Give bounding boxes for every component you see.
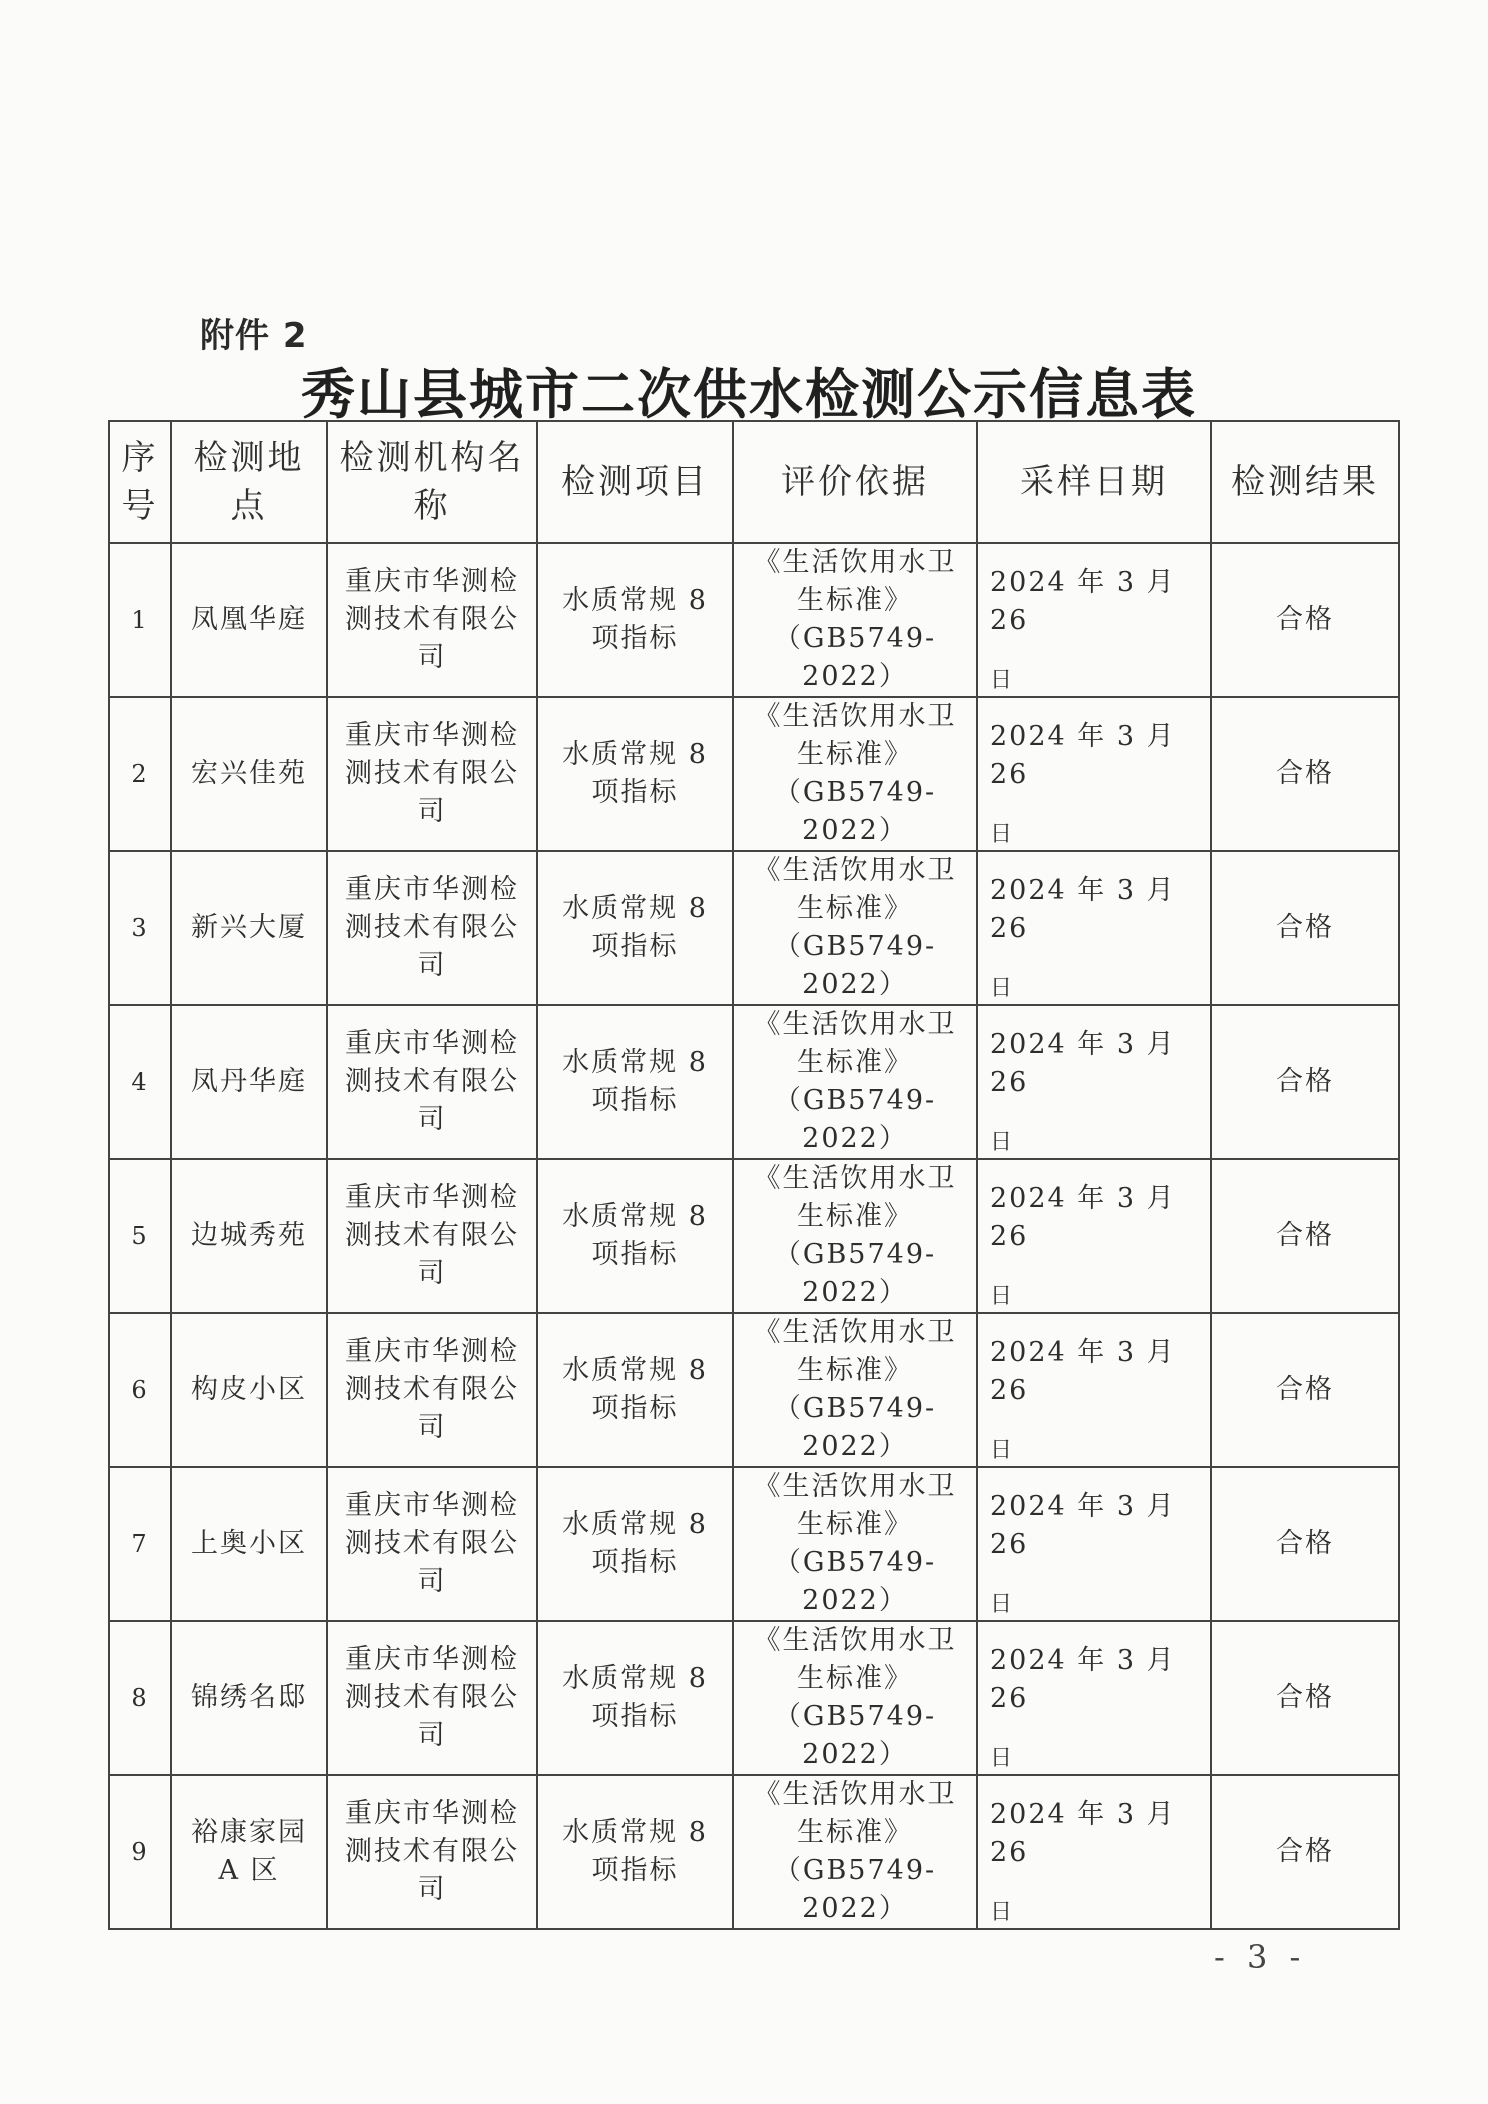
table-row [109, 1159, 1399, 1313]
inspection-result: 合格 [1211, 1467, 1399, 1621]
sampling-date [977, 1005, 1211, 1159]
attachment-label: 附件 2 [200, 316, 308, 356]
sampling-date-day: 日 [990, 1592, 1015, 1617]
inspection-agency: 重庆市华测检测技术有限公司 [327, 1159, 537, 1313]
inspection-agency: 重庆市华测检测技术有限公司 [327, 697, 537, 851]
table-row [109, 543, 1399, 697]
sampling-date-main: 2024 年 3 月 26 [990, 567, 1176, 636]
column-header-agency: 检测机构名称 [327, 421, 537, 543]
inspection-agency: 重庆市华测检测技术有限公司 [327, 851, 537, 1005]
sampling-date-day: 日 [990, 668, 1015, 693]
table-row [109, 1005, 1399, 1159]
inspection-agency: 重庆市华测检测技术有限公司 [327, 1775, 537, 1929]
row-number: 4 [109, 1005, 171, 1159]
sampling-date-main: 2024 年 3 月 26 [990, 1183, 1176, 1252]
inspection-result: 合格 [1211, 697, 1399, 851]
row-number: 3 [109, 851, 171, 1005]
evaluation-basis: 《生活饮用水卫生标准》（GB5749-2022） [733, 543, 977, 697]
sampling-date [977, 697, 1211, 851]
inspection-agency: 重庆市华测检测技术有限公司 [327, 1621, 537, 1775]
sampling-date [977, 1313, 1211, 1467]
inspection-result: 合格 [1211, 1005, 1399, 1159]
row-number: 7 [109, 1467, 171, 1621]
inspection-site: 构皮小区 [171, 1313, 327, 1467]
inspection-site: 新兴大厦 [171, 851, 327, 1005]
row-number: 1 [109, 543, 171, 697]
evaluation-basis: 《生活饮用水卫生标准》（GB5749-2022） [733, 851, 977, 1005]
table-body [109, 543, 1399, 1929]
evaluation-basis: 《生活饮用水卫生标准》（GB5749-2022） [733, 1313, 977, 1467]
sampling-date-main: 2024 年 3 月 26 [990, 875, 1176, 944]
column-header-no: 序号 [109, 421, 171, 543]
inspection-result: 合格 [1211, 1313, 1399, 1467]
sampling-date [977, 1159, 1211, 1313]
inspection-site: 边城秀苑 [171, 1159, 327, 1313]
sampling-date-day: 日 [990, 822, 1015, 847]
column-header-date: 采样日期 [977, 421, 1211, 543]
inspection-site: 裕康家园 A 区 [171, 1775, 327, 1929]
inspection-site: 凤凰华庭 [171, 543, 327, 697]
page-number: - 3 - [1214, 1938, 1307, 1976]
inspection-site: 上奥小区 [171, 1467, 327, 1621]
evaluation-basis: 《生活饮用水卫生标准》（GB5749-2022） [733, 1621, 977, 1775]
inspection-item: 水质常规 8 项指标 [537, 697, 733, 851]
table-row [109, 1621, 1399, 1775]
evaluation-basis: 《生活饮用水卫生标准》（GB5749-2022） [733, 1005, 977, 1159]
inspection-site: 凤丹华庭 [171, 1005, 327, 1159]
table-row [109, 697, 1399, 851]
sampling-date-day: 日 [990, 1438, 1015, 1463]
row-number: 8 [109, 1621, 171, 1775]
inspection-result: 合格 [1211, 851, 1399, 1005]
inspection-agency: 重庆市华测检测技术有限公司 [327, 1313, 537, 1467]
inspection-site: 宏兴佳苑 [171, 697, 327, 851]
sampling-date-main: 2024 年 3 月 26 [990, 1029, 1176, 1098]
inspection-site: 锦绣名邸 [171, 1621, 327, 1775]
inspection-item: 水质常规 8 项指标 [537, 1005, 733, 1159]
sampling-date-day: 日 [990, 976, 1015, 1001]
sampling-date-day: 日 [990, 1130, 1015, 1155]
inspection-item: 水质常规 8 项指标 [537, 851, 733, 1005]
sampling-date [977, 1775, 1211, 1929]
column-header-item: 检测项目 [537, 421, 733, 543]
sampling-date [977, 851, 1211, 1005]
inspection-item: 水质常规 8 项指标 [537, 1159, 733, 1313]
inspection-agency: 重庆市华测检测技术有限公司 [327, 1467, 537, 1621]
row-number: 9 [109, 1775, 171, 1929]
inspection-info-table [108, 420, 1400, 1930]
column-header-site: 检测地点 [171, 421, 327, 543]
inspection-item: 水质常规 8 项指标 [537, 1467, 733, 1621]
sampling-date-main: 2024 年 3 月 26 [990, 1491, 1176, 1560]
table-header-row [109, 421, 1399, 543]
inspection-agency: 重庆市华测检测技术有限公司 [327, 1005, 537, 1159]
sampling-date-main: 2024 年 3 月 26 [990, 1799, 1176, 1868]
table-row [109, 1775, 1399, 1929]
sampling-date-main: 2024 年 3 月 26 [990, 721, 1176, 790]
evaluation-basis: 《生活饮用水卫生标准》（GB5749-2022） [733, 1775, 977, 1929]
sampling-date-main: 2024 年 3 月 26 [990, 1645, 1176, 1714]
inspection-result: 合格 [1211, 1159, 1399, 1313]
inspection-item: 水质常规 8 项指标 [537, 1775, 733, 1929]
sampling-date [977, 1621, 1211, 1775]
inspection-item: 水质常规 8 项指标 [537, 1621, 733, 1775]
sampling-date-day: 日 [990, 1746, 1015, 1771]
column-header-basis: 评价依据 [733, 421, 977, 543]
row-number: 2 [109, 697, 171, 851]
row-number: 5 [109, 1159, 171, 1313]
inspection-agency: 重庆市华测检测技术有限公司 [327, 543, 537, 697]
evaluation-basis: 《生活饮用水卫生标准》（GB5749-2022） [733, 1467, 977, 1621]
sampling-date [977, 543, 1211, 697]
inspection-result: 合格 [1211, 543, 1399, 697]
evaluation-basis: 《生活饮用水卫生标准》（GB5749-2022） [733, 697, 977, 851]
sampling-date-main: 2024 年 3 月 26 [990, 1337, 1176, 1406]
inspection-result: 合格 [1211, 1775, 1399, 1929]
table-row [109, 1313, 1399, 1467]
inspection-result: 合格 [1211, 1621, 1399, 1775]
inspection-item: 水质常规 8 项指标 [537, 543, 733, 697]
row-number: 6 [109, 1313, 171, 1467]
document-title: 秀山县城市二次供水检测公示信息表 [301, 363, 1197, 426]
table-row [109, 851, 1399, 1005]
sampling-date-day: 日 [990, 1284, 1015, 1309]
sampling-date [977, 1467, 1211, 1621]
table-row [109, 1467, 1399, 1621]
evaluation-basis: 《生活饮用水卫生标准》（GB5749-2022） [733, 1159, 977, 1313]
column-header-result: 检测结果 [1211, 421, 1399, 543]
inspection-item: 水质常规 8 项指标 [537, 1313, 733, 1467]
sampling-date-day: 日 [990, 1900, 1015, 1925]
